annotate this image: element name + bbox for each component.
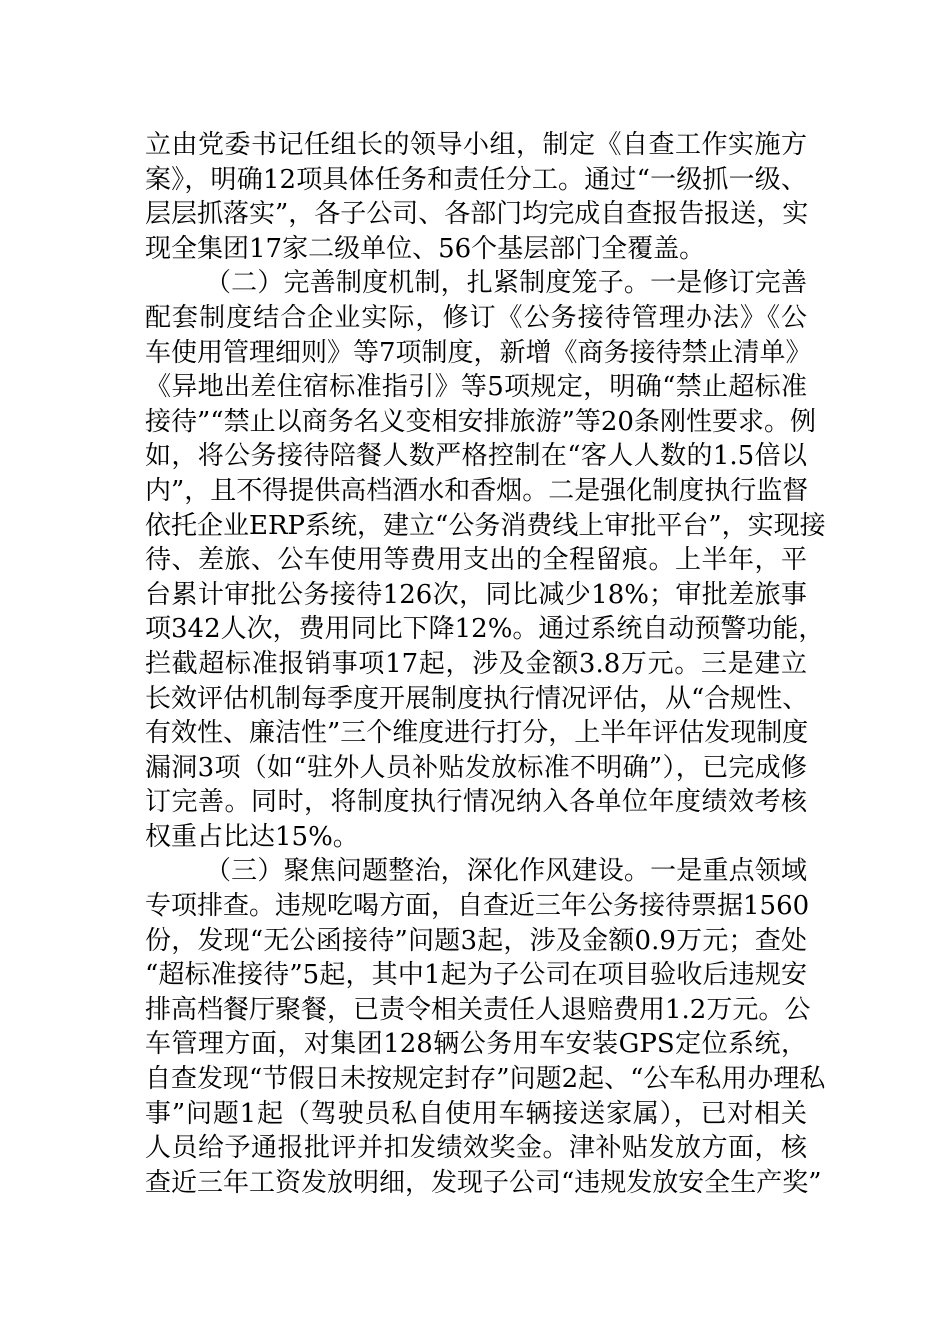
text-line: 订完善。同时，将制度执行情况纳入各单位年度绩效考核 bbox=[145, 787, 807, 818]
text-line: 项342人次，费用同比下降12%。通过系统自动预警功能， bbox=[145, 614, 825, 645]
text-line: 现全集团17家二级单位、56个基层部门全覆盖。 bbox=[145, 233, 706, 264]
section-heading-line: （二）完善制度机制，扎紧制度笼子。一是修订完善 bbox=[205, 268, 807, 299]
text-line: 内”，且不得提供高档酒水和香烟。二是强化制度执行监督 bbox=[145, 475, 809, 506]
text-line: 权重占比达15%。 bbox=[145, 821, 359, 852]
text-line: 长效评估机制每季度开展制度执行情况评估，从“合规性、 bbox=[145, 683, 809, 714]
text-line: 案》，明确12项具体任务和责任分工。通过“一级抓一级、 bbox=[145, 164, 807, 195]
text-line: 如，将公务接待陪餐人数严格控制在“客人人数的1.5倍以 bbox=[145, 441, 807, 472]
text-line: 台累计审批公务接待126次，同比减少18%；审批差旅事 bbox=[145, 579, 807, 610]
text-line: 待、差旅、公车使用等费用支出的全程留痕。上半年，平 bbox=[145, 545, 807, 576]
text-line: 接待”“禁止以商务名义变相安排旅游”等20条刚性要求。例 bbox=[145, 406, 816, 437]
text-line: “超标准接待”5起，其中1起为子公司在项目验收后违规安 bbox=[145, 960, 807, 991]
section-heading-line: （三）聚焦问题整治，深化作风建设。一是重点领域 bbox=[205, 856, 807, 887]
text-line: 车管理方面，对集团128辆公务用车安装GPS定位系统， bbox=[145, 1029, 807, 1060]
text-line: 《异地出差住宿标准指引》等5项规定，明确“禁止超标准 bbox=[145, 372, 807, 403]
text-line: 拦截超标准报销事项17起，涉及金额3.8万元。三是建立 bbox=[145, 648, 807, 679]
text-line: 排高档餐厅聚餐，已责令相关责任人退赔费用1.2万元。公 bbox=[145, 994, 811, 1025]
text-line: 依托企业ERP系统，建立“公务消费线上审批平台”，实现接 bbox=[145, 510, 826, 541]
text-line: 有效性、廉洁性”三个维度进行打分，上半年评估发现制度 bbox=[145, 718, 809, 749]
text-line: 配套制度结合企业实际，修订《公务接待管理办法》《公 bbox=[145, 302, 807, 333]
text-line: 车使用管理细则》等7项制度，新增《商务接待禁止清单》 bbox=[145, 337, 812, 368]
text-line: 漏洞3项（如“驻外人员补贴发放标准不明确”），已完成修 bbox=[145, 752, 807, 783]
text-line: 查近三年工资发放明细，发现子公司“违规发放安全生产奖” bbox=[145, 1167, 822, 1198]
text-line: 立由党委书记任组长的领导小组，制定《自查工作实施方 bbox=[145, 130, 807, 160]
text-line: 份，发现“无公函接待”问题3起，涉及金额0.9万元；查处 bbox=[145, 925, 807, 956]
text-line: 层层抓落实”，各子公司、各部门均完成自查报告报送，实 bbox=[145, 199, 809, 230]
document-body bbox=[145, 128, 826, 1200]
text-line: 专项排查。违规吃喝方面，自查近三年公务接待票据1560 bbox=[145, 891, 810, 922]
text-line: 事”问题1起（驾驶员私自使用车辆接送家属），已对相关 bbox=[145, 1098, 807, 1129]
text-line: 人员给予通报批评并扣发绩效奖金。津补贴发放方面，核 bbox=[145, 1133, 807, 1164]
text-line: 自查发现“节假日未按规定封存”问题2起、“公车私用办理私 bbox=[145, 1064, 826, 1095]
